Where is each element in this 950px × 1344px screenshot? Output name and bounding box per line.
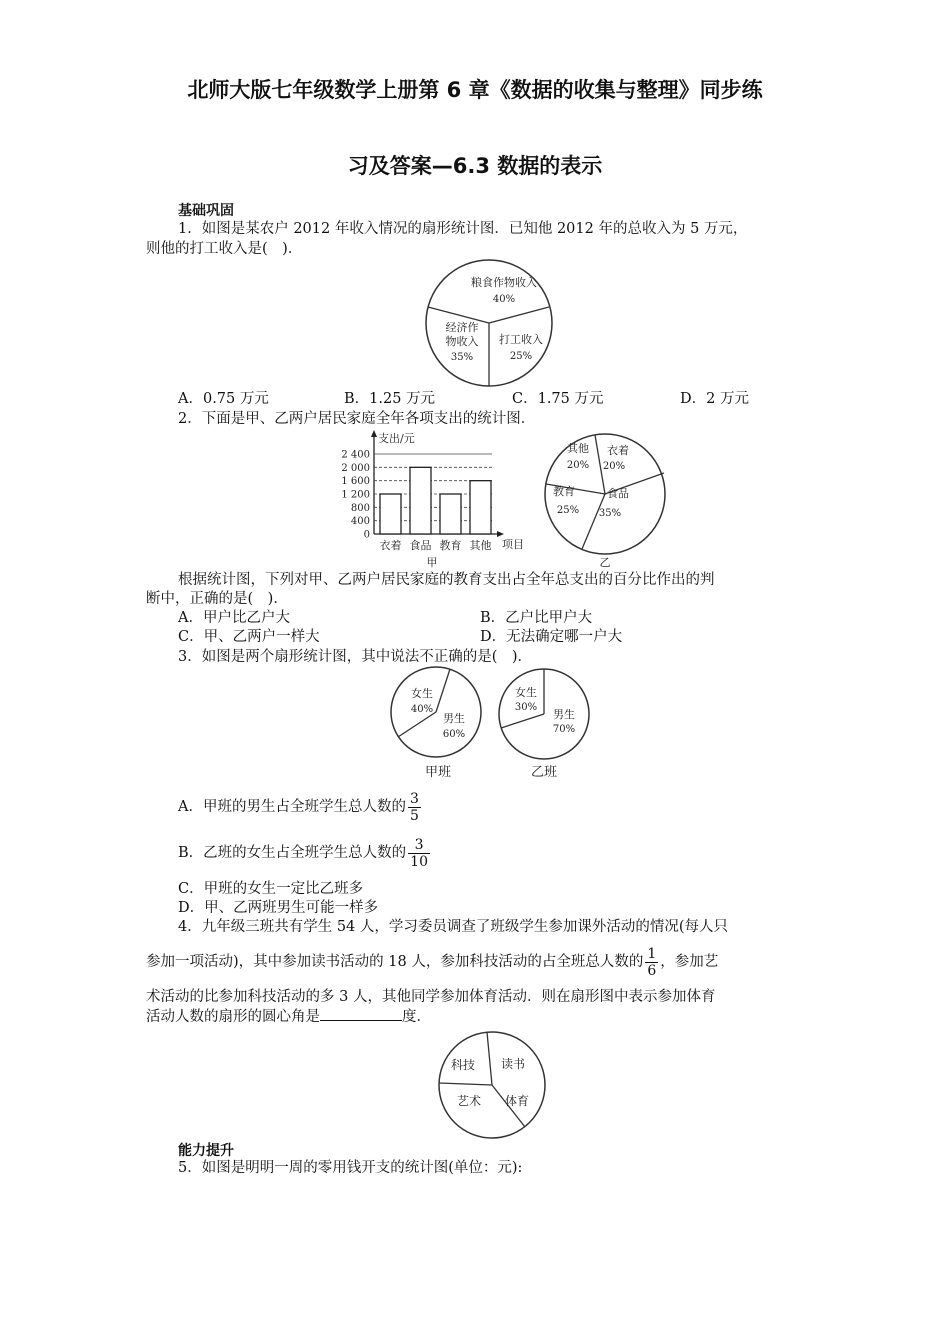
q4-line2: [146, 943, 718, 981]
q2-pie-label-other-pct: 20%: [566, 460, 590, 471]
q4-label-read: 读书: [500, 1057, 526, 1071]
q2-pie-label-food: 食品: [607, 487, 629, 500]
q2-bar-category-label: 衣着: [379, 539, 402, 552]
q2-pie-chart: [536, 428, 676, 568]
q3-b-label-girl: 女生: [515, 686, 537, 699]
q3-b-caption: 乙班: [530, 765, 558, 780]
q3-b-label-girl-pct: 30%: [514, 702, 538, 713]
q2-bar-tick-label: 2 000: [341, 462, 370, 474]
q2-option-b: B．乙户比甲户大: [480, 610, 593, 626]
q2-pie-label-edu: 教育: [553, 485, 575, 498]
q2-bar-tick-label: 0: [363, 529, 370, 541]
q2-pie-label-other: 其他: [567, 442, 589, 455]
page-title-line1: 北师大版七年级数学上册第 6 章《数据的收集与整理》同步练: [187, 78, 763, 102]
q1-label-econ1: 经济作: [445, 321, 479, 334]
q4-line3: 术活动的比参加科技活动的多 3 人，其他同学参加体育活动．则在扇形图中表示参加体育: [146, 989, 716, 1005]
q2-pie-label-edu-pct: 25%: [556, 505, 580, 516]
q2-pie-label-food-pct: 35%: [598, 508, 622, 519]
q2-bar-1: [410, 467, 431, 534]
q2-pie-label-clothing-pct: 20%: [602, 461, 626, 472]
q3-option-b-text: B．乙班的女生占全班学生总人数的: [178, 845, 407, 861]
q3-a-caption: 甲班: [424, 765, 452, 780]
q1-line2: 则他的打工收入是( )．: [146, 241, 303, 257]
q2-option-c: C．甲、乙两户一样大: [178, 629, 320, 645]
q3-a-label-boy-pct: 60%: [442, 729, 466, 740]
q3-option-b: [178, 836, 432, 870]
q2-para-line1: 根据统计图，下列对甲、乙两户居民家庭的教育支出占全年总支出的百分比作出的判: [178, 572, 715, 588]
q1-option-c: C．1.75 万元: [512, 391, 604, 407]
q2-bar-caption: 甲: [426, 556, 438, 568]
q3-a-label-girl: 女生: [411, 687, 433, 700]
q3-a-label-boy: 男生: [443, 712, 465, 725]
q2-option-a: A．甲户比乙户大: [178, 610, 290, 626]
q3-line1: 3．如图是两个扇形统计图，其中说法不正确的是( )．: [178, 649, 533, 665]
q3-option-a-numerator: 3: [409, 790, 419, 807]
q1-label-econ2: 物收入: [445, 335, 479, 348]
q1-option-a: A．0.75 万元: [178, 391, 269, 407]
q2-pie-label-clothing: 衣着: [607, 444, 629, 457]
q4-label-sport: 体育: [504, 1094, 530, 1108]
q2-bar-series: [380, 467, 491, 534]
q3-option-a: [178, 790, 423, 824]
q1-label-work: 打工收入: [499, 333, 543, 346]
q3-option-a-text: A．甲班的男生占全班学生总人数的: [178, 799, 406, 815]
q1-option-b: B．1.25 万元: [344, 391, 436, 407]
q4-line4-text-b: 度．: [402, 1009, 431, 1025]
q2-bar-xlabel: 项目: [502, 538, 524, 551]
q4-line4-text-a: 活动人数的扇形的圆心角是: [146, 1009, 320, 1025]
q4-line2-text-b: ，参加艺: [660, 954, 719, 970]
q1-option-d: D．2 万元: [680, 391, 749, 407]
q4-line4: [146, 1006, 431, 1027]
section-basic-heading: 基础巩固: [178, 203, 234, 219]
section-advanced-heading: 能力提升: [178, 1143, 234, 1159]
q1-label-grain: 粮食作物收入: [471, 276, 537, 289]
q3-a-label-girl-pct: 40%: [410, 704, 434, 715]
q3-option-a-denominator: 5: [409, 807, 419, 824]
q4-line2-text-a: 参加一项活动)，其中参加读书活动的 18 人，参加科技活动的占全班总人数的: [146, 954, 644, 970]
q2-para-line2: 断中，正确的是( )．: [146, 591, 288, 607]
q2-bar-2: [440, 494, 461, 534]
q2-bar-tick-label: 400: [350, 516, 370, 528]
q2-bar-tick-label: 1 200: [341, 489, 370, 501]
q2-bar-category-labels: [380, 538, 492, 552]
q3-option-d: D．甲、乙两班男生可能一样多: [178, 900, 379, 916]
q4-label-tech: 科技: [450, 1058, 476, 1072]
q1-label-grain-pct: 40%: [492, 294, 516, 305]
q2-bar-chart: [330, 428, 530, 568]
q2-bar-xaxis-arrow: [497, 531, 504, 537]
q2-bar-tick-label: 800: [350, 502, 370, 514]
q3-option-b-numerator: 3: [408, 837, 430, 854]
q2-bar-yaxis-arrow: [371, 430, 377, 437]
q4-fraction: [645, 946, 658, 979]
page-title-line2: 习及答案—6.3 数据的表示: [347, 154, 603, 178]
q2-bar-3: [470, 481, 491, 534]
q4-activity-pie-chart: [437, 1030, 551, 1142]
q2-line1: 2．下面是甲、乙两户居民家庭全年各项支出的统计图．: [178, 411, 536, 427]
q2-bar-tick-label: 1 600: [341, 476, 370, 488]
q3-class-a-pie-chart: [388, 664, 488, 782]
q1-line1: 1．如图是某农户 2012 年收入情况的扇形统计图．已知他 2012 年的总收入为 5 万元，: [178, 221, 748, 237]
q2-bar-tick-labels: [341, 450, 370, 541]
q2-pie-caption: 乙: [599, 556, 611, 568]
q1-label-econ-pct: 35%: [450, 352, 474, 363]
q4-label-art: 艺术: [456, 1094, 482, 1108]
q4-fraction-denominator: 6: [647, 962, 657, 979]
q2-option-d: D．无法确定哪一户大: [480, 629, 623, 645]
q3-b-label-boy-pct: 70%: [552, 724, 576, 735]
q1-label-work-pct: 25%: [509, 351, 533, 362]
q3-option-b-denominator: 10: [410, 853, 428, 870]
q2-bar-0: [380, 494, 401, 534]
q2-bar-category-label: 其他: [469, 539, 492, 552]
q3-class-b-pie-chart: [496, 664, 598, 782]
q5-line1: 5．如图是明明一周的零用钱开支的统计图(单位：元):: [178, 1160, 523, 1176]
q2-bar-category-label: 教育: [439, 539, 462, 552]
q4-answer-blank[interactable]: [320, 1006, 402, 1021]
q1-income-pie-chart: [420, 256, 560, 390]
q3-option-c: C．甲班的女生一定比乙班多: [178, 881, 364, 897]
q4-line1: 4．九年级三班共有学生 54 人，学习委员调查了班级学生参加课外活动的情况(每人只: [178, 919, 729, 935]
q3-b-label-boy: 男生: [553, 708, 575, 721]
q2-bar-category-label: 食品: [409, 539, 432, 552]
q3-option-a-fraction: [408, 791, 421, 824]
q2-bar-tick-label: 2 400: [341, 449, 370, 461]
q3-option-b-fraction: [408, 837, 430, 870]
q4-fraction-numerator: 1: [647, 945, 657, 962]
q2-bar-ylabel: 支出/元: [378, 432, 415, 445]
